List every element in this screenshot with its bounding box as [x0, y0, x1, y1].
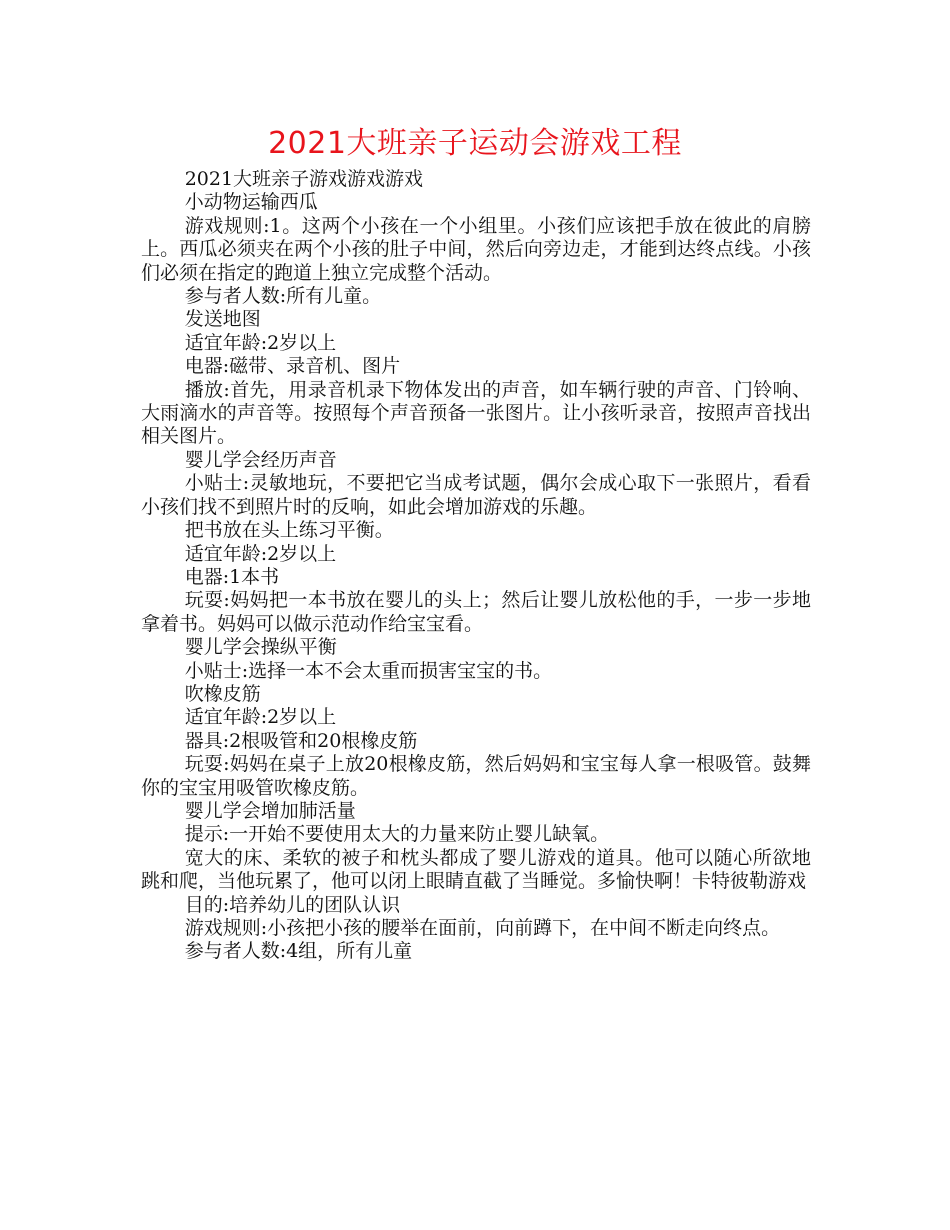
- paragraph: 目的:培养幼儿的团队认识: [184, 893, 401, 916]
- paragraph: 把书放在头上练习平衡。: [184, 519, 394, 542]
- document-body: [141, 168, 811, 964]
- paragraph: 游戏规则:1。这两个小孩在一个小组里。小孩们应该把手放在彼此的肩膀上。西瓜必须夹在两个小孩的肚子中间，然后向旁边走，才能到达终点线。小孩们必须在指定的跑道上独立完成整个活动。: [141, 214, 811, 284]
- paragraph: 适宜年龄:2岁以上: [184, 706, 337, 729]
- paragraph: 器具:2根吸管和20根橡皮筋: [184, 729, 418, 752]
- paragraph: 电器:磁带、录音机、图片: [184, 355, 401, 378]
- paragraph: 电器:1本书: [184, 565, 280, 588]
- paragraph: 参与者人数:4组，所有儿童: [184, 940, 413, 963]
- paragraph: 适宜年龄:2岁以上: [184, 542, 337, 565]
- paragraph: 提示:一开始不要使用太大的力量来防止婴儿缺氧。: [184, 823, 610, 846]
- paragraph: 玩耍:妈妈在桌子上放20根橡皮筋，然后妈妈和宝宝每人拿一根吸管。鼓舞你的宝宝用吸管吹橡皮筋。: [141, 753, 811, 799]
- paragraph: 小动物运输西瓜: [184, 191, 318, 214]
- paragraph: 宽大的床、柔软的被子和枕头都成了婴儿游戏的道具。他可以随心所欲地跳和爬，当他玩累了，他可以闭上眼睛直截了当睡觉。多愉快啊！卡特彼勒游戏: [141, 846, 811, 893]
- document-title: 2021大班亲子运动会游戏工程: [268, 126, 682, 161]
- paragraph: 婴儿学会增加肺活量: [184, 799, 356, 822]
- paragraph: 发送地图: [184, 308, 261, 331]
- paragraph: 适宜年龄:2岁以上: [184, 331, 337, 354]
- paragraph: 吹橡皮筋: [184, 682, 261, 705]
- paragraph: 游戏规则:小孩把小孩的腰举在面前，向前蹲下，在中间不断走向终点。: [184, 917, 781, 939]
- paragraph: 婴儿学会经历声音: [184, 448, 337, 471]
- paragraph: 婴儿学会操纵平衡: [184, 636, 337, 659]
- paragraph: 小贴士:灵敏地玩，不要把它当成考试题，偶尔会成心取下一张照片，看看小孩们找不到照片时的反响，如此会增加游戏的乐趣。: [141, 472, 811, 518]
- paragraph: 玩耍:妈妈把一本书放在婴儿的头上；然后让婴儿放松他的手，一步一步地拿着书。妈妈可以做示范动作给宝宝看。: [141, 589, 811, 635]
- paragraph: 2021大班亲子游戏游戏游戏: [184, 168, 424, 190]
- paragraph: 参与者人数:所有儿童。: [184, 285, 382, 308]
- paragraph: 小贴士:选择一本不会太重而损害宝宝的书。: [184, 659, 553, 682]
- paragraph: 播放:首先，用录音机录下物体发出的声音，如车辆行驶的声音、门铃响、大雨滴水的声音等。按照每个声音预备一张图片。让小孩听录音，按照声音找出相关图片。: [141, 378, 811, 448]
